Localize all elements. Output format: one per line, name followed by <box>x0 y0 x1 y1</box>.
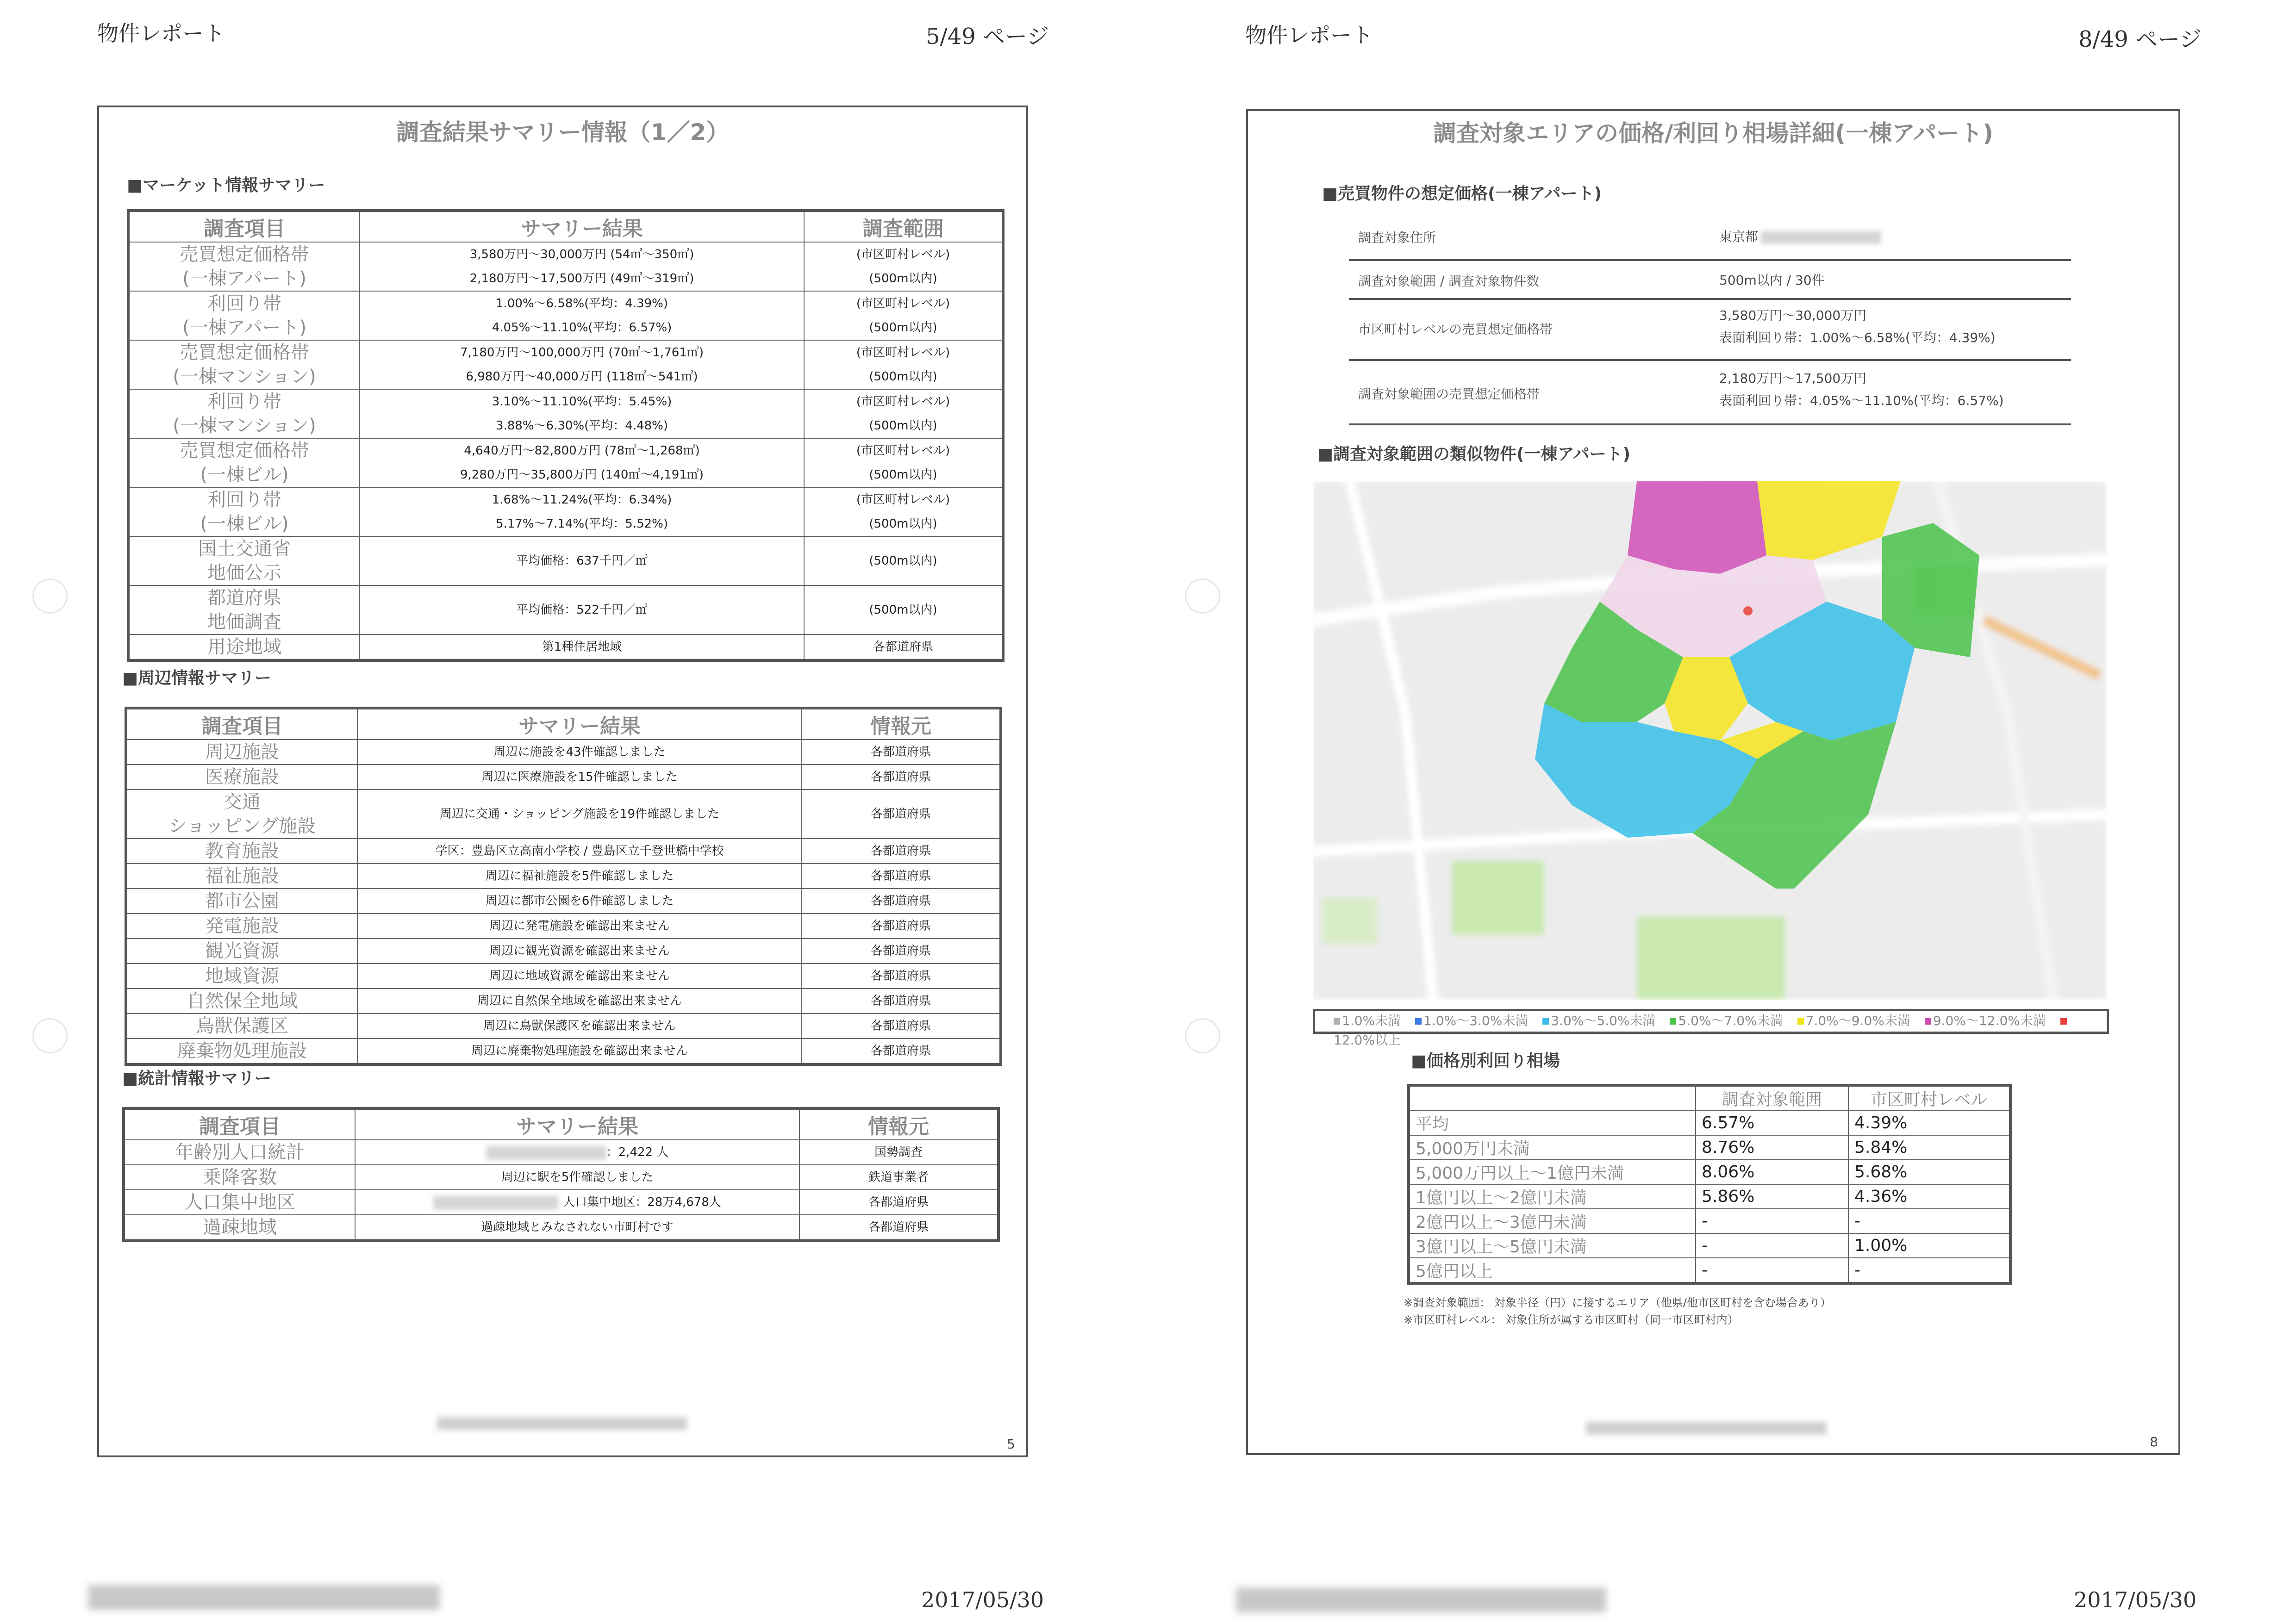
redacted-area <box>433 1196 558 1210</box>
detail-frame <box>1246 109 2180 1455</box>
legend-item <box>1925 1013 2046 1028</box>
info-row <box>1349 218 2071 261</box>
legend-label: 1.0%～3.0%未満 <box>1423 1013 1529 1028</box>
table-row <box>124 1215 998 1241</box>
copyright-redacted <box>1586 1422 1827 1435</box>
yield-municipal: 4.36% <box>1848 1184 2010 1209</box>
result-value: 人口集中地区：28万4,678人 <box>563 1195 721 1209</box>
column-header: 調査対象範囲 <box>1696 1085 1848 1111</box>
scope-value: (500m以内) <box>869 272 937 286</box>
table-row <box>126 914 1001 939</box>
info-value: 500m以内 / 30件 <box>1719 273 1825 288</box>
yield-survey-range: 8.76% <box>1696 1135 1848 1160</box>
price-band: 5,000万円以上～1億円未満 <box>1409 1160 1696 1184</box>
legend-item <box>1415 1013 1528 1028</box>
item-sublabel: (一棟ビル) <box>200 513 289 535</box>
report-page-8 <box>1148 0 2296 1623</box>
table-row <box>1409 1135 2010 1160</box>
column-header: 情報元 <box>802 708 1001 740</box>
result-value: 周辺に発電施設を確認出来ません <box>357 914 802 939</box>
source-value: 各都道府県 <box>799 1215 998 1241</box>
legend-item <box>1542 1013 1655 1028</box>
header-page-number: 8/49 ページ <box>2078 26 2202 52</box>
punch-hole <box>1185 578 1220 614</box>
result-value: 4.05%～11.10%(平均：6.57%) <box>492 321 672 335</box>
item-label: 売買想定価格帯 <box>180 342 309 363</box>
item-label: 都市公園 <box>126 889 357 914</box>
info-row <box>1349 261 2071 300</box>
result-value: 周辺に駅を5件確認しました <box>355 1165 799 1190</box>
yield-municipal: 1.00% <box>1848 1233 2010 1258</box>
yield-survey-range: - <box>1696 1233 1848 1258</box>
column-header <box>1409 1085 1696 1111</box>
info-label: 調査対象住所 <box>1358 230 1436 245</box>
scope-value: (500m以内) <box>869 603 937 617</box>
item-label: 年齢別人口統計 <box>124 1140 355 1165</box>
yield-map[interactable] <box>1313 481 2107 1000</box>
item-label: 教育施設 <box>126 839 357 864</box>
item-sublabel: (一棟ビル) <box>200 464 289 485</box>
column-header: サマリー結果 <box>357 708 802 740</box>
yield-municipal: - <box>1848 1209 2010 1233</box>
item-label: 交通 <box>224 791 261 813</box>
table-header-row <box>126 708 1001 740</box>
punch-hole <box>32 1018 68 1053</box>
table-row <box>128 634 1003 660</box>
legend-swatch <box>2060 1018 2067 1025</box>
table-row <box>128 438 1003 487</box>
source-value: 各都道府県 <box>802 914 1001 939</box>
result-value: 5.17%～7.14%(平均：5.52%) <box>495 517 668 531</box>
legend-label: 9.0%～12.0%未満 <box>1933 1013 2046 1028</box>
result-value: 1.00%～6.58%(平均：4.39%) <box>495 297 668 311</box>
table-row <box>126 964 1001 989</box>
page-number: 8 <box>2150 1434 2158 1449</box>
table-row <box>1409 1111 2010 1135</box>
result-value: 周辺に自然保全地域を確認出来ません <box>357 989 802 1014</box>
legend-label: 3.0%～5.0%未満 <box>1551 1013 1656 1028</box>
column-header: 調査項目 <box>126 708 357 740</box>
header-page-number: 5/49 ページ <box>926 24 1049 50</box>
result-value: 平均価格：522千円／㎡ <box>516 603 648 617</box>
scope-value: (500m以内) <box>869 517 937 531</box>
legend-item <box>1670 1013 1783 1028</box>
price-band: 5,000万円未満 <box>1409 1135 1696 1160</box>
table-row <box>126 839 1001 864</box>
market-summary-table <box>127 209 1004 662</box>
result-value: 周辺に交通・ショッピング施設を19件確認しました <box>357 790 802 839</box>
source-value: 各都道府県 <box>802 1038 1001 1064</box>
result-value: 周辺に地域資源を確認出来ません <box>357 964 802 989</box>
result-value: 過疎地域とみなされない市町村です <box>355 1215 799 1241</box>
scope-value: (500m以内) <box>869 370 937 384</box>
legend-swatch <box>1542 1018 1549 1025</box>
stats-summary-table <box>122 1107 1000 1242</box>
yield-municipal: 4.39% <box>1848 1111 2010 1135</box>
item-sublabel: (一棟アパート) <box>182 268 306 289</box>
table-row <box>126 790 1001 839</box>
table-row <box>124 1190 998 1215</box>
table-row <box>126 765 1001 790</box>
source-value: 国勢調査 <box>799 1140 998 1165</box>
info-value: 東京都 <box>1719 229 1759 244</box>
footer-date: 2017/05/30 <box>2074 1587 2197 1612</box>
table-row <box>128 291 1003 340</box>
item-label: 廃棄物処理施設 <box>126 1038 357 1064</box>
legend-swatch <box>1415 1018 1422 1025</box>
legend-item <box>1797 1013 1910 1028</box>
legend-item <box>1334 1013 1401 1028</box>
price-band: 3億円以上～5億円未満 <box>1409 1233 1696 1258</box>
table-row <box>1409 1233 2010 1258</box>
item-label: 医療施設 <box>126 765 357 790</box>
source-value: 鉄道事業者 <box>799 1165 998 1190</box>
scope-value: (500m以内) <box>869 554 937 568</box>
legend-swatch <box>1797 1018 1804 1025</box>
table-row <box>128 487 1003 536</box>
punch-hole <box>1185 1018 1220 1053</box>
item-sublabel: (一棟マンション) <box>173 366 316 387</box>
item-sublabel: 地価公示 <box>207 562 281 584</box>
item-label: 利回り帯 <box>207 293 281 314</box>
result-value: 7,180万円～100,000万円 (70㎡～1,761㎡) <box>460 346 704 360</box>
result-value: 4,640万円～82,800万円 (78㎡～1,268㎡) <box>464 444 700 458</box>
table-row <box>1409 1209 2010 1233</box>
table-header-row <box>128 211 1003 242</box>
source-value: 各都道府県 <box>802 889 1001 914</box>
table-header-row <box>124 1108 998 1140</box>
column-header: 市区町村レベル <box>1848 1085 2010 1111</box>
item-label: 地域資源 <box>126 964 357 989</box>
footer-url-redacted <box>1236 1587 1606 1612</box>
result-value: 周辺に廃棄物処理施設を確認出来ません <box>357 1038 802 1064</box>
yield-survey-range: 5.86% <box>1696 1184 1848 1209</box>
result-value: 周辺に観光資源を確認出来ません <box>357 939 802 964</box>
item-label: 自然保全地域 <box>126 989 357 1014</box>
map-legend <box>1313 1009 2109 1048</box>
table-row <box>126 989 1001 1014</box>
scope-value: (市区町村レベル) <box>856 493 950 507</box>
result-value: ：2,422 人 <box>606 1145 669 1159</box>
copyright-redacted <box>437 1417 687 1430</box>
info-row <box>1349 361 2071 425</box>
source-value: 各都道府県 <box>802 939 1001 964</box>
info-value: 3,580万円～30,000万円 <box>1719 308 1867 323</box>
subject-property-marker[interactable] <box>1743 606 1753 616</box>
market-section-title: ■マーケット情報サマリー <box>127 176 325 195</box>
source-value: 各都道府県 <box>802 740 1001 765</box>
item-label: 発電施設 <box>126 914 357 939</box>
yield-section-title: ■価格別利回り相場 <box>1411 1051 1560 1070</box>
item-label: 利回り帯 <box>207 489 281 510</box>
scope-value: (市区町村レベル) <box>856 395 950 409</box>
table-row <box>1409 1184 2010 1209</box>
result-value: 9,280万円～35,800万円 (140㎡～4,191㎡) <box>460 468 704 482</box>
yield-survey-range: 8.06% <box>1696 1160 1848 1184</box>
footer-date: 2017/05/30 <box>921 1587 1044 1612</box>
info-value: 2,180万円～17,500万円 <box>1719 371 1867 386</box>
source-value: 各都道府県 <box>802 864 1001 889</box>
price-band: 2億円以上～3億円未満 <box>1409 1209 1696 1233</box>
source-value: 各都道府県 <box>802 839 1001 864</box>
result-value: 周辺に都市公園を6件確認しました <box>357 889 802 914</box>
page-number: 5 <box>1007 1436 1015 1452</box>
price-section-title: ■売買物件の想定価格(一棟アパート) <box>1322 184 1602 203</box>
surrounding-summary-table <box>125 707 1002 1066</box>
table-row <box>126 1038 1001 1064</box>
table-row <box>126 864 1001 889</box>
item-label: 乗降客数 <box>124 1165 355 1190</box>
scope-value: 各都道府県 <box>873 640 933 654</box>
result-value: 周辺に福祉施設を5件確認しました <box>357 864 802 889</box>
column-header: 情報元 <box>799 1108 998 1140</box>
item-label: 売買想定価格帯 <box>180 440 309 461</box>
price-band: 平均 <box>1409 1111 1696 1135</box>
table-row <box>128 242 1003 291</box>
table-row <box>1409 1160 2010 1184</box>
item-label: 福祉施設 <box>126 864 357 889</box>
result-value: 3.88%～6.30%(平均：4.48%) <box>495 419 668 433</box>
source-value: 各都道府県 <box>802 765 1001 790</box>
column-header: サマリー結果 <box>355 1108 799 1140</box>
result-value: 学区：豊島区立高南小学校 / 豊島区立千登世橋中学校 <box>357 839 802 864</box>
item-label: 周辺施設 <box>126 740 357 765</box>
result-value: 1.68%～11.24%(平均：6.34%) <box>492 493 672 507</box>
legend-label: 1.0%未満 <box>1342 1013 1401 1028</box>
scope-value: (市区町村レベル) <box>856 297 950 311</box>
table-row <box>124 1140 998 1165</box>
scope-value: (市区町村レベル) <box>856 444 950 458</box>
item-sublabel: ショッピング施設 <box>168 815 316 837</box>
source-value: 各都道府県 <box>802 790 1001 839</box>
column-header: サマリー結果 <box>360 211 804 242</box>
column-header: 調査項目 <box>124 1108 355 1140</box>
item-label: 利回り帯 <box>207 391 281 412</box>
result-value: 3.10%～11.10%(平均：5.45%) <box>492 395 672 409</box>
table-header-row <box>1409 1085 2010 1111</box>
result-value: 平均価格：637千円／㎡ <box>516 554 648 568</box>
stats-section-title: ■統計情報サマリー <box>122 1069 272 1088</box>
source-value: 各都道府県 <box>802 1014 1001 1038</box>
yield-municipal: - <box>1848 1258 2010 1283</box>
legend-label: 7.0%～9.0%未満 <box>1805 1013 1910 1028</box>
info-row <box>1349 300 2071 361</box>
scope-value: (500m以内) <box>869 468 937 482</box>
table-row <box>126 1014 1001 1038</box>
scope-value: (市区町村レベル) <box>856 248 950 261</box>
price-band: 5億円以上 <box>1409 1258 1696 1283</box>
source-value: 各都道府県 <box>802 989 1001 1014</box>
surrounding-section-title: ■周辺情報サマリー <box>122 669 272 688</box>
yield-survey-range: - <box>1696 1258 1848 1283</box>
table-row <box>128 585 1003 634</box>
table-row <box>126 740 1001 765</box>
column-header: 調査項目 <box>128 211 360 242</box>
result-value: 3,580万円～30,000万円 (54㎡～350㎡) <box>469 248 694 261</box>
scope-value: (500m以内) <box>869 321 937 335</box>
region-9-12 <box>1628 481 1766 574</box>
legend-swatch <box>1334 1018 1340 1025</box>
item-label: 観光資源 <box>126 939 357 964</box>
table-row <box>124 1165 998 1190</box>
scope-value: (市区町村レベル) <box>856 346 950 360</box>
item-label: 国土交通省 <box>198 538 291 560</box>
legend-label: 12.0%以上 <box>1334 1032 1401 1048</box>
column-header: 調査範囲 <box>804 211 1003 242</box>
table-row <box>1409 1258 2010 1283</box>
yield-by-price-table <box>1407 1084 2012 1285</box>
item-label: 売買想定価格帯 <box>180 244 309 265</box>
item-label: 用途地域 <box>207 636 281 658</box>
footer-url-redacted <box>88 1585 440 1610</box>
header-title: 物件レポート <box>1245 23 1373 48</box>
frame-title: 調査結果サマリー情報（1／2） <box>396 119 730 146</box>
table-row <box>126 939 1001 964</box>
similar-section-title: ■調査対象範囲の類似物件(一棟アパート) <box>1317 445 1631 464</box>
table-row <box>128 340 1003 389</box>
yield-survey-range: 6.57% <box>1696 1111 1848 1135</box>
summary-frame <box>97 106 1028 1457</box>
result-value: 周辺に施設を43件確認しました <box>357 740 802 765</box>
info-label: 調査対象範囲 / 調査対象物件数 <box>1358 274 1540 289</box>
item-label: 都道府県 <box>207 587 281 609</box>
legend-swatch <box>1925 1018 1931 1025</box>
item-sublabel: 地価調査 <box>207 611 281 633</box>
table-row <box>126 889 1001 914</box>
info-label: 調査対象範囲の売買想定価格帯 <box>1358 386 1540 402</box>
header-title: 物件レポート <box>97 21 225 46</box>
item-sublabel: (一棟アパート) <box>182 317 306 338</box>
item-sublabel: (一棟マンション) <box>173 415 316 436</box>
punch-hole <box>32 578 68 614</box>
legend-label: 5.0%～7.0%未満 <box>1678 1013 1783 1028</box>
source-value: 各都道府県 <box>799 1190 998 1215</box>
info-value-yield: 表面利回り帯：4.05%～11.10%(平均：6.57%) <box>1719 393 2004 408</box>
yield-municipal: 5.68% <box>1848 1160 2010 1184</box>
result-value: 2,180万円～17,500万円 (49㎡～319㎡) <box>469 272 694 286</box>
result-value: 周辺に医療施設を15件確認しました <box>357 765 802 790</box>
yield-municipal: 5.84% <box>1848 1135 2010 1160</box>
price-band: 1億円以上～2億円未満 <box>1409 1184 1696 1209</box>
table-row <box>128 389 1003 438</box>
yield-survey-range: - <box>1696 1209 1848 1233</box>
footnote: ※市区町村レベル： 対象住所が属する市区町村（同一市区町村内） <box>1404 1313 1739 1326</box>
result-value: 6,980万円～40,000万円 (118㎡～541㎡) <box>466 370 698 384</box>
footnote: ※調査対象範囲： 対象半径（円）に接するエリア（他県/他市区町村を含む場合あり） <box>1404 1296 1831 1309</box>
item-label: 過疎地域 <box>124 1215 355 1241</box>
redacted-address <box>1761 231 1881 244</box>
table-row <box>128 536 1003 585</box>
source-value: 各都道府県 <box>802 964 1001 989</box>
info-label: 市区町村レベルの売買想定価格帯 <box>1358 322 1553 337</box>
result-value: 周辺に鳥獣保護区を確認出来ません <box>357 1014 802 1038</box>
item-label: 鳥獣保護区 <box>126 1014 357 1038</box>
legend-swatch <box>1670 1018 1676 1025</box>
result-value: 第1種住居地域 <box>542 640 622 654</box>
frame-title: 調査対象エリアの価格/利回り相場詳細(一棟アパート) <box>1433 120 1993 147</box>
redacted-area <box>486 1146 606 1160</box>
info-value-yield: 表面利回り帯：1.00%～6.58%(平均：4.39%) <box>1719 330 1996 345</box>
item-label: 人口集中地区 <box>124 1190 355 1215</box>
scope-value: (500m以内) <box>869 419 937 433</box>
